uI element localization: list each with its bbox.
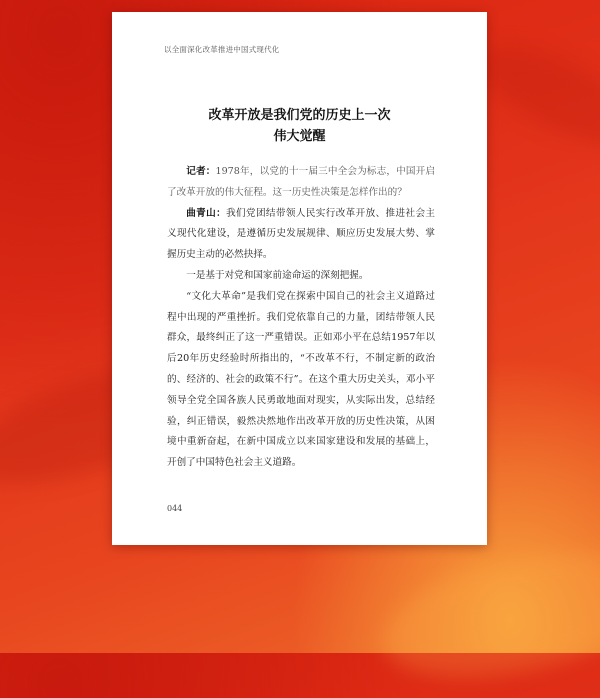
question-text: 1978年，以党的十一届三中全会为标志，中国开启了改革开放的伟大征程。这一历史性决策是怎样作出的？ [167, 166, 436, 198]
question-speaker: 记者： [186, 166, 216, 177]
paragraph-1: 一是基于对党和国家前途命运的深刻把握。 [186, 269, 369, 281]
body-text [167, 162, 435, 474]
question-paragraph [167, 162, 435, 204]
page-number: 044 [167, 504, 183, 513]
answer-speaker: 曲青山： [186, 207, 227, 219]
answer-text: 我们党团结带领人民实行改革开放、推进社会主义现代化建设，是遵循历史发展规律、顺应历史发展大势、掌握历史主动的必然抉择。 [167, 207, 436, 261]
paragraph-2: “文化大革命”是我们党在探索中国自己的社会主义道路过程中出现的严重挫折。我们党依靠自己的力量，团结带领人民群众，最终纠正了这一严重错误。正如邓小平在总结1957年以后20年历史经验时所指出的，“不改革不行，不制定新的政治的、经济的、社会的政策不行”。在这个重大历史关头，邓小平领导全党全国各族人民勇敢地面对现实，从实际出发，总结经验，纠正错误，毅然决然地作出改革开放的历史性决策，从困境中重新奋起，在新中国成立以来国家建设和发展的基础上，开创了中国特色社会主义道路。 [167, 290, 435, 469]
book-page [112, 12, 487, 545]
running-head: 以全面深化改革推进中国式现代化 [164, 45, 280, 54]
chapter-title-line-2: 伟大觉醒 [273, 129, 326, 144]
background-streak [372, 532, 600, 698]
chapter-title-line-1: 改革开放是我们党的历史上一次 [208, 108, 391, 123]
answer-paragraph [167, 204, 435, 266]
